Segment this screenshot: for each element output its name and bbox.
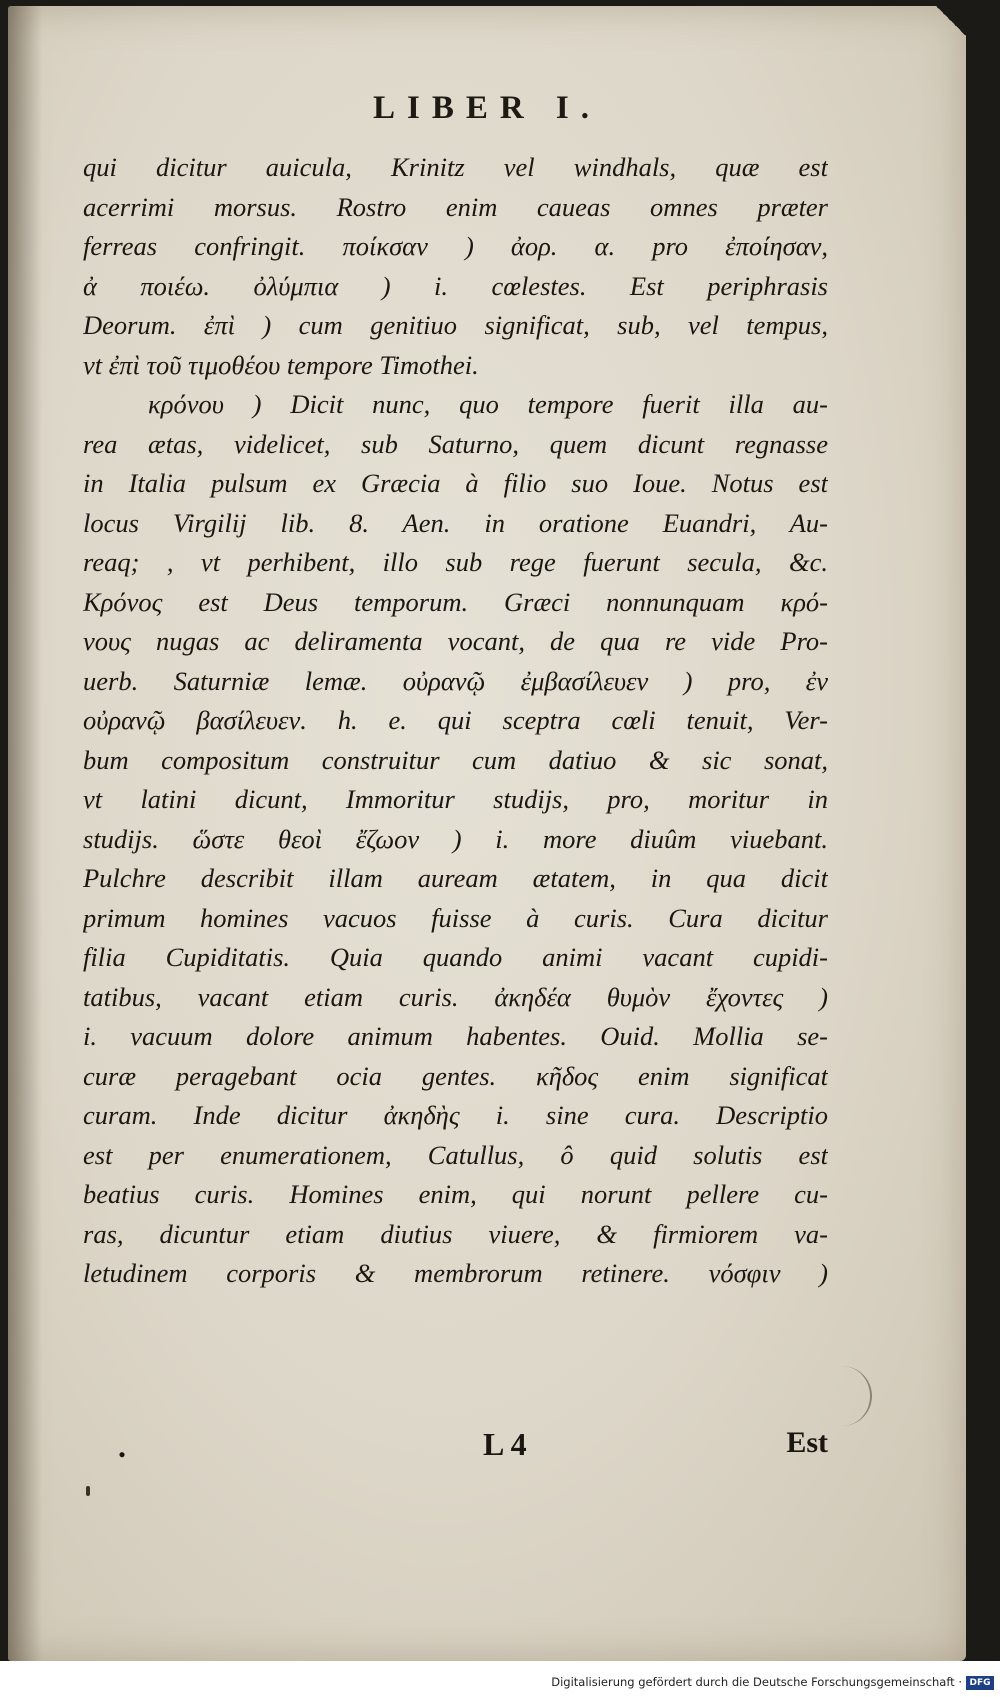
ink-spot: [86, 1486, 90, 1496]
text-line: in Italia pulsum ex Græcia à filio suo Ioue. Notus est: [83, 468, 828, 498]
text-line: uerb. Saturniæ lemæ. οὐρανῷ ἐμβασίλευεν ) pro, ἐν: [83, 665, 828, 696]
text-line: Deorum. ἐπὶ ) cum genitiuo significat, sub, vel tempus,: [83, 310, 828, 340]
text-line: νους nugas ac deliramenta vocant, de qua re vide Pro-: [83, 626, 828, 656]
body-text: [83, 148, 828, 1294]
text-line: reaq; , vt perhibent, illo sub rege fuerunt secula, &c.: [83, 547, 828, 577]
text-line: Κρόνος est Deus temporum. Græci nonnunquam κρό-: [83, 586, 828, 617]
margin-pencil-mark: [830, 1366, 872, 1426]
catchword: Est: [786, 1426, 828, 1459]
text-line: οὐρανῷ βασίλευεν. h. e. qui sceptra cœli tenuit, Ver-: [83, 705, 828, 735]
text-line: tatibus, vacant etiam curis. ἀκηδέα θυμὸν ἔχοντες ): [83, 981, 828, 1012]
running-head: LIBER I.: [372, 90, 602, 126]
credit-bar: [0, 1661, 1000, 1697]
text-line: est per enumerationem, Catullus, ô quid solutis est: [83, 1139, 828, 1170]
text-line: vt ἐπὶ τοῦ τιμοθέου tempore Timothei.: [83, 349, 479, 380]
text-line: ferreas confringit. ποίκσαν ) ἀορ. α. pro ἐποίησαν,: [83, 231, 828, 261]
text-line: beatius curis. Homines enim, qui norunt pellere cu-: [83, 1179, 828, 1209]
footer-dot: .: [118, 1428, 126, 1464]
text-line: ἀ ποιέω. ὀλύμπια ) i. cœlestes. Est periphrasis: [83, 270, 828, 301]
page-footer: [83, 1426, 828, 1466]
text-line: letudinem corporis & membrorum retinere. νόσφιν ): [83, 1258, 828, 1288]
text-line: curæ peragebant ocia gentes. κῆδος enim significat: [83, 1060, 828, 1091]
text-line: acerrimi morsus. Rostro enim caueas omnes præter: [83, 191, 828, 222]
dfg-logo-icon: DFG: [966, 1676, 994, 1690]
text-line: i. vacuum dolore animum habentes. Ouid. Mollia se-: [83, 1021, 828, 1051]
page-corner-fold: [926, 6, 966, 66]
text-line: ras, dicuntur etiam diutius viuere, & firmiorem va-: [83, 1218, 828, 1249]
text-line: bum compositum construitur cum datiuo & sic sonat,: [83, 744, 828, 775]
text-line: filia Cupiditatis. Quia quando animi vacant cupidi-: [83, 942, 828, 972]
funding-credit: Digitalisierung gefördert durch die Deutsche Forschungsgemeinschaft ·: [551, 1675, 962, 1689]
text-line: vt latini dicunt, Immoritur studijs, pro, moritur in: [83, 784, 828, 814]
text-line: qui dicitur auicula, Krinitz vel windhals, quæ est: [83, 152, 828, 182]
text-line: locus Virgilij lib. 8. Aen. in oratione Euandri, Au-: [83, 507, 828, 538]
signature-mark: L 4: [483, 1426, 527, 1462]
page-gutter-shadow: [8, 6, 42, 1661]
text-line: primum homines vacuos fuisse à curis. Cura dicitur: [83, 902, 828, 933]
text-line: studijs. ὥστε θεοὶ ἔζωον ) i. more diuûm viuebant.: [83, 823, 828, 854]
text-line: curam. Inde dicitur ἀκηδὴς i. sine cura. Descriptio: [83, 1100, 828, 1130]
text-line: Pulchre describit illam auream ætatem, in qua dicit: [83, 863, 828, 893]
book-page: [8, 6, 966, 1661]
text-line: rea ætas, videlicet, sub Saturno, quem dicunt regnasse: [83, 428, 828, 459]
text-line: κρόνου ) Dicit nunc, quo tempore fuerit illa au-: [148, 389, 828, 419]
